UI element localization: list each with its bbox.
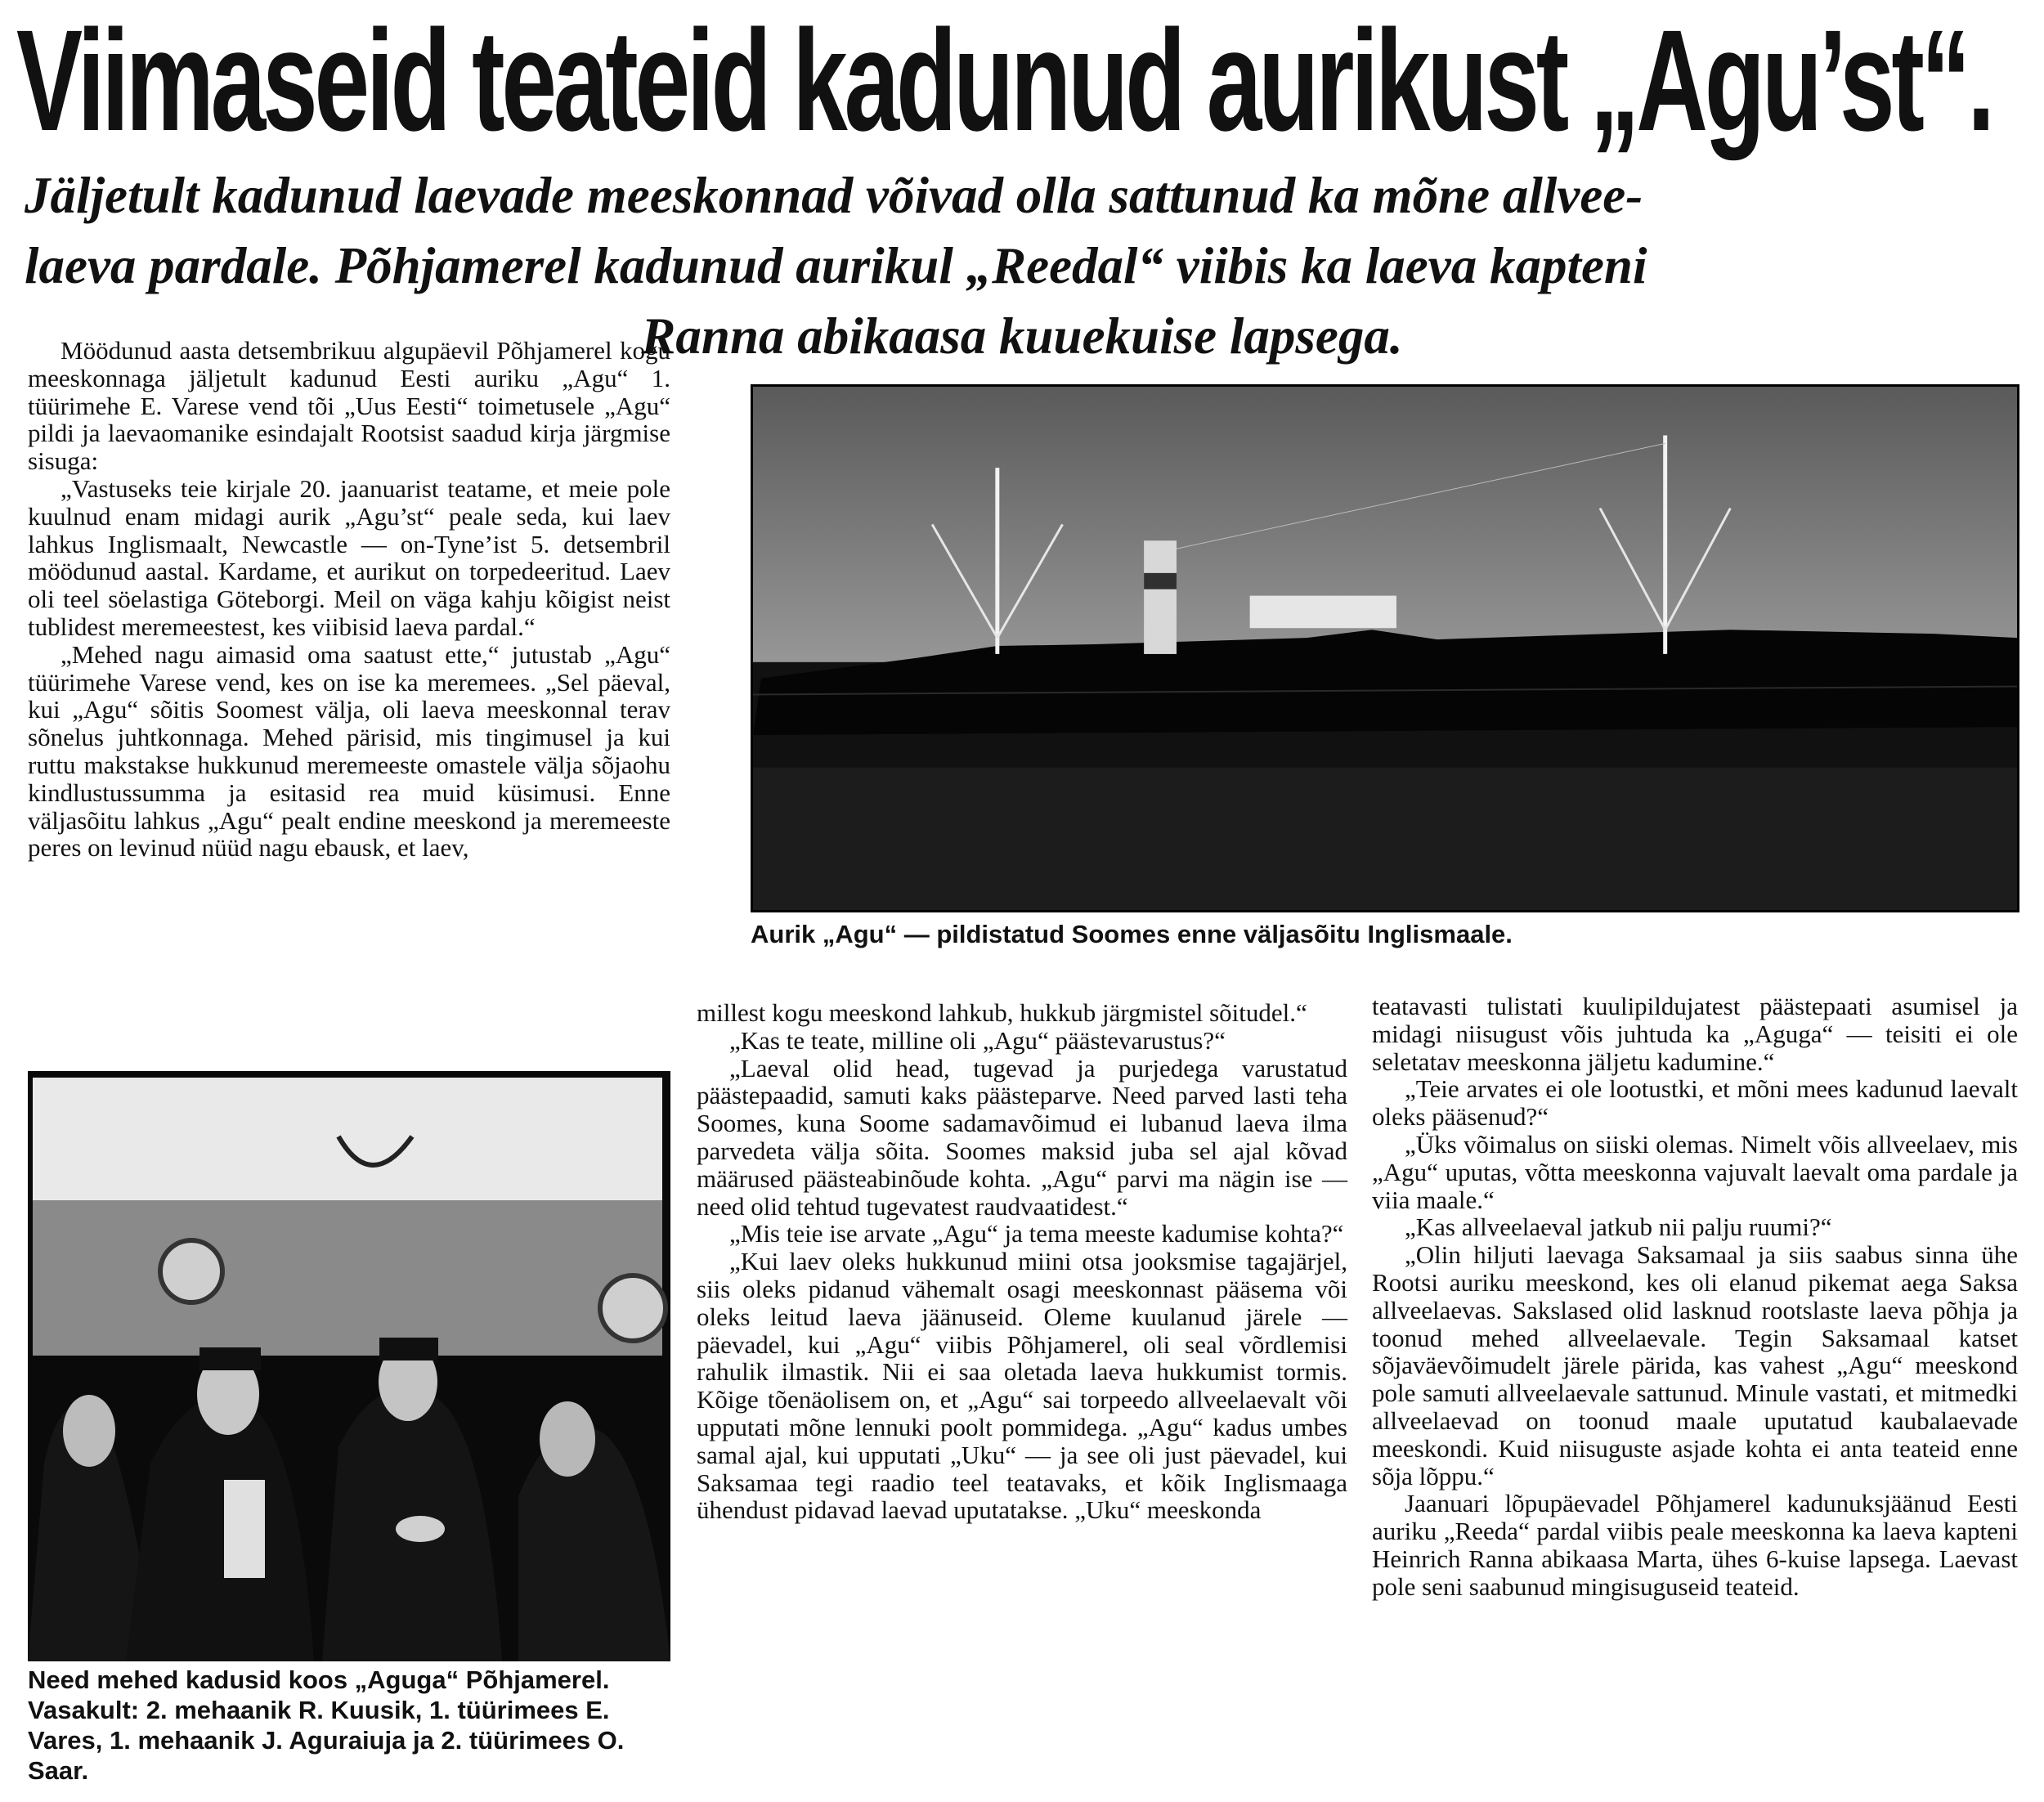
subheadline-line: laeva pardale. Põhjamerel kadunud aurikul „Reedal“ viibis ka laeva kapteni bbox=[25, 237, 1647, 294]
paragraph: „Laeval olid head, tugevad ja purjedega varustatud päästepaadid, samuti kaks päästeparve. Need parved lasti teha Soomes, kuna Soome sadamavõimud ei lubanud laeva ilma parvedeta välja sõita. Soomes maksid juba sel ajal kõvad määrused päästeabinõude kohta. „Agu“ parvi ma nägin ise — need olid tehtud tugevatest raudvaatidest.“ bbox=[697, 1053, 1347, 1221]
subheadline-line: Ranna abikaasa kuuekuise lapsega. bbox=[641, 307, 1403, 365]
ship-photo bbox=[751, 384, 2019, 912]
ship-photo-caption: Aurik „Agu“ — pildistatud Soomes enne väljasõitu Inglismaale. bbox=[751, 920, 1513, 948]
article-column-3 bbox=[1372, 993, 2018, 1601]
paragraph: „Kas te teate, milline oli „Agu“ päästevarustus?“ bbox=[729, 1025, 1226, 1055]
paragraph: „Mehed nagu aimasid oma saatust ette,“ jutustab „Agu“ tüürimehe Varese vend, kes on ise ka meremees. „Sel päeval, kui „Agu“ sõitis Soomest välja, oli laeva meeskonnal terav sõnelus juhtkonnaga. Mehed pärisid, mis tingimusel ja kui ruttu makstakse hukkunud meremeeste omastele välja sõjaohu kindlustussumma ja esitasid rea muid küsimusi. Enne väljasõitu lahkus „Agu“ pealt endine meeskond ja meremeeste peres on levinud nüüd nagu ebausk, et laev, bbox=[28, 639, 670, 863]
paragraph: „Teie arvates ei ole lootustki, et mõni mees kadunud laevalt oleks pääsenud?“ bbox=[1372, 1074, 2018, 1132]
paragraph: „Olin hiljuti laevaga Saksamaal ja siis saabus sinna ühe Rootsi auriku meeskond, kes oli elanud pikemat aega Saksa allveelaevas. Sakslased olid lasknud rootslaste laeva põhja ja toonud mehed allveelaevale. Tegin Saksamaal katset sõjaväevõimudelt järele pärida, kas vahest „Agu“ meeskond pole samuti allveelaevale sattunud. Minule vastati, et mitmedki allveelaevad on toonud maale uputatud kaubalaevade meeskondi. Kuid niisuguste asjade kohta ei anta teateid enne sõja lõppu.“ bbox=[1372, 1240, 2018, 1490]
paragraph: „Mis teie ise arvate „Agu“ ja tema meeste kadumise kohta?“ bbox=[729, 1219, 1344, 1248]
paragraph: „Kui laev oleks hukkunud miini otsa jooksmise tagajärjel, siis oleks pidanud vähemalt osagi meeskonnast pääsema või oleks leitud laeva jäänuseid. Oleme kuulanud järele — päevadel, kui „Agu“ viibis Põhjamerel, oli seal võrdlemisi rahulik ilmastik. Nii ei saa oletada laeva hukkumist tormis. Kõige tõenäolisem on, et „Agu“ sai torpeedo allveelaevalt või upputati mõne lennuki poolt pommidega. „Agu“ kadus umbes samal ajal, kui upputati „Uku“ — ja see oli just päevadel, kui Saksamaa tegi raadio teel teatavaks, et kõik Inglismaaga ühendust pidavad laevad uputatakse. „Uku“ meeskonda bbox=[697, 1247, 1347, 1525]
paragraph: teatavasti tulistati kuulipildujatest päästepaati asumisel ja midagi niisugust võis juhtuda ka „Aguga“ — teisiti ei ole seletatav meeskonna jäljetu kadumine.“ bbox=[1372, 992, 2018, 1076]
article-column-1 bbox=[28, 337, 670, 862]
article-column-2 bbox=[697, 999, 1347, 1524]
paragraph: Möödunud aasta detsembrikuu algupäevil Põhjamerel kogu meeskonnaga jäljetult kadunud Eesti auriku „Agu“ 1. tüürimehe E. Varese vend tõi „Uus Eesti“ toimetusele „Agu“ pildi ja laevaomanike esindajalt Rootsist saadud kirja järgmise sisuga: bbox=[28, 336, 670, 476]
paragraph: „Kas allveelaeval jatkub nii palju ruumi?“ bbox=[1405, 1213, 1832, 1242]
headline: Viimaseid teateid kadunud aurikust „Agu’st“. bbox=[16, 1, 1992, 161]
paragraph: Jaanuari lõpupäevadel Põhjamerel kadunuksjäänud Eesti auriku „Reeda“ pardal viibis peale meeskonna ka laeva kapteni Heinrich Ranna abikaasa Marta, ühes 6-kuise lapsega. Laevast pole seni saabunud mingisuguseid teateid. bbox=[1372, 1489, 2018, 1601]
paragraph: millest kogu meeskond lahkub, hukkub järgmistel sõitudel.“ bbox=[697, 998, 1307, 1027]
crew-photo-caption: Need mehed kadusid koos „Aguga“ Põhjamerel. Vasakult: 2. mehaanik R. Kuusik, 1. tüürimees E. Vares, 1. mehaanik J. Aguraiuja ja 2. tüürimees O. Saar. bbox=[28, 1665, 625, 1785]
subheadline-line: Jäljetult kadunud laevade meeskonnad võivad olla sattunud ka mõne allvee- bbox=[25, 167, 1643, 224]
crew-photo bbox=[28, 1071, 670, 1661]
paragraph: „Vastuseks teie kirjale 20. jaanuarist teatame, et meie pole kuulnud enam midagi aurik „Agu’st“ peale seda, kui laev lahkus Inglismaalt, Newcastle — on-Tyne’ist 5. detsembril möödunud aastal. Kardame, et aurikut on torpedeeritud. Laev oli teel söelastiga Göteborgi. Meil on väga kahju kõigist neist tublidest meremeestest, kes viibisid laeva pardal.“ bbox=[28, 473, 670, 641]
paragraph: „Üks võimalus on siiski olemas. Nimelt võis allveelaev, mis „Agu“ uputas, võtta meeskonna vajuvalt laevalt oma pardale ja viia maale.“ bbox=[1372, 1129, 2018, 1214]
